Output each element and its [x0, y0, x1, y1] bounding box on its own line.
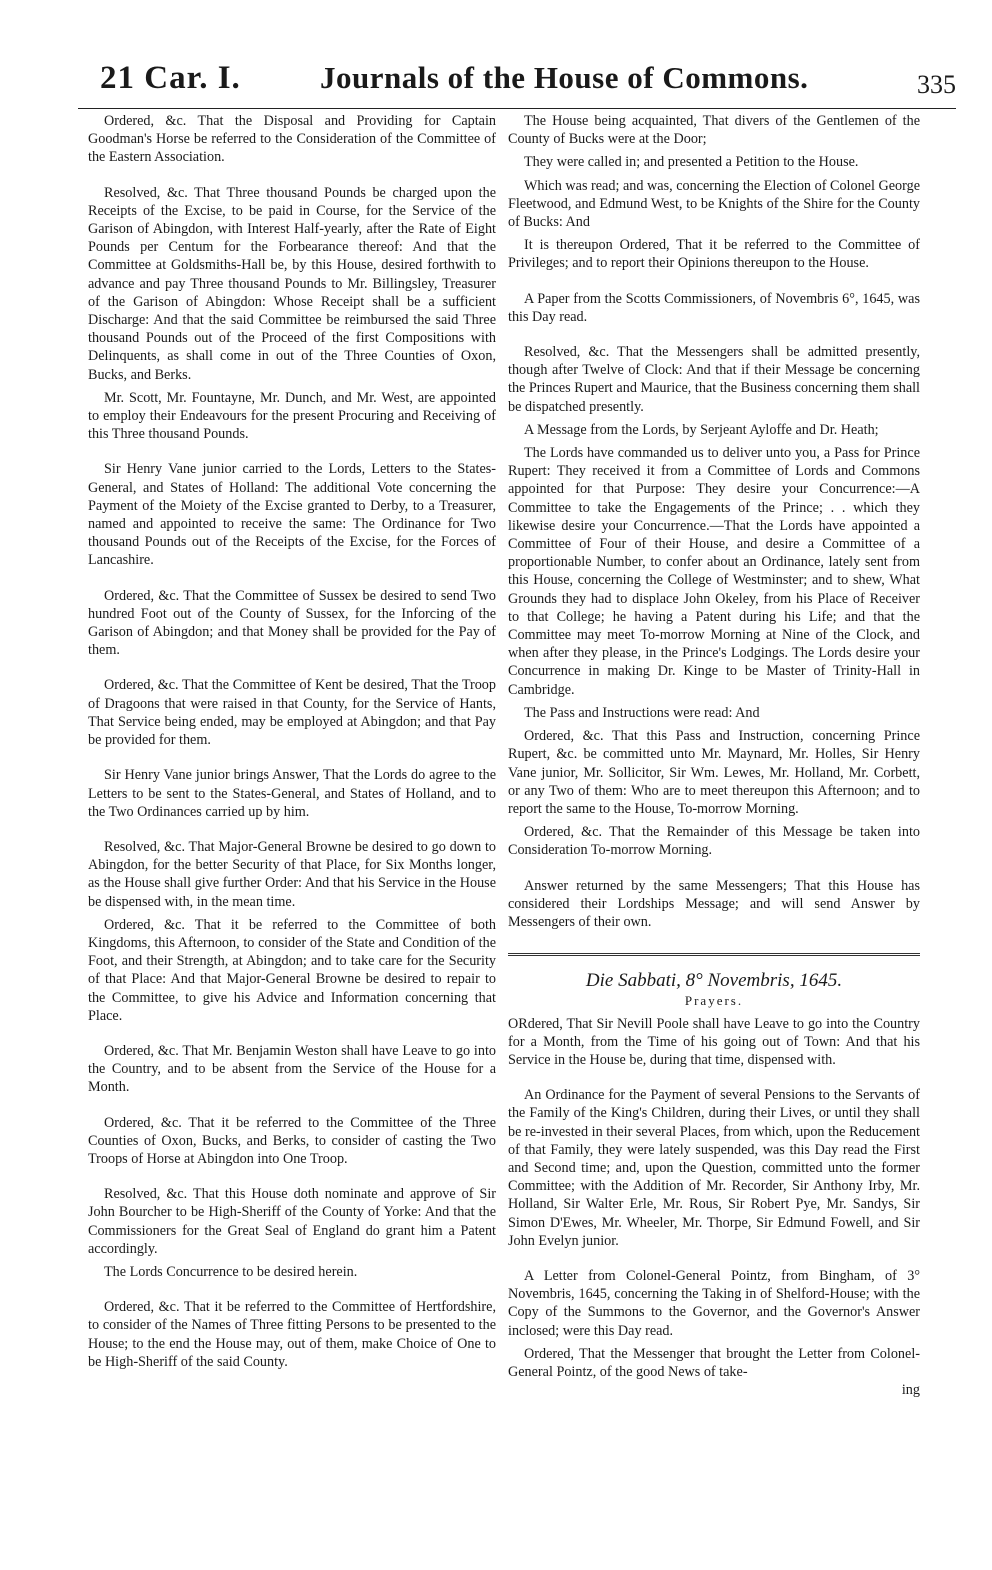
paragraph: Sir Henry Vane junior brings Answer, That the Lords do agree to the Letters to be sent to the States-General, and States of Holland, and to the Two Ordinances carried up by him. — [88, 767, 496, 820]
prayers-heading: Prayers. — [684, 993, 744, 1009]
paragraph: An Ordinance for the Payment of several Pensions to the Servants of the Family of the King's Children, during their Lives, or until they shall be re-invested in their several Places, from which, upon the Reducement of that Family, they were lately suspended, was this Day read the First and Second time; and, upon the Question, committed unto the former Committee; with the Addition of Mr. Recorder, Sir Anthony Irby, Mr. Holland, Sir Walter Erle, Mr. Rous, Sir Robert Pye, Mr. Sandys, Sir Simon D'Ewes, Mr. Wheeler, Mr. Thorpe, Sir Edmund Fowell, and Sir John Evelyn junior. — [508, 1087, 920, 1249]
page-header — [40, 60, 956, 110]
paragraph: Ordered, &c. That it be referred to the Committee of both Kingdoms, this Afternoon, to consider of the State and Condition of the Foot, and their Strength, at Abingdon; and to take care for the Security of that Place: And that Major-General Browne be desired to repair to the Committee, to give his Advice and Information concerning that Place. — [88, 916, 496, 1024]
section-divider — [508, 953, 920, 956]
catchword: ing — [901, 1382, 920, 1399]
journal-title: Journals of the House of Commons. — [320, 60, 809, 95]
paragraph: The Lords Concurrence to be desired herein. — [104, 1263, 358, 1280]
paragraph: Ordered, &c. That it be referred to the Committee of the Three Counties of Oxon, Bucks, and Berks, to consider of casting the Two Troops of Horse at Abingdon into One Troop. — [88, 1114, 496, 1167]
paragraph: Answer returned by the same Messengers; That this House has considered their Lordships Message; and will send Answer by Messengers of their own. — [508, 877, 920, 930]
paragraph: Ordered, &c. That the Committee of Sussex be desired to send Two hundred Foot out of the County of Sussex, for the Inforcing of the Garison of Abingdon; and that Money shall be provided for the Pay of them. — [88, 587, 496, 659]
right-column — [508, 112, 920, 1399]
paragraph: ORdered, That Sir Nevill Poole shall have Leave to go into the Country for a Month, from the Time of his going out of Town: And that his Service in the House be, during that time, dispensed with. — [508, 1015, 920, 1068]
paragraph: Ordered, &c. That this Pass and Instruction, concerning Prince Rupert, &c. be committed unto Mr. Maynard, Mr. Holles, Sir Henry Vane junior, Mr. Sollicitor, Sir Wm. Lewes, Mr. Holland, Mr. Corbett, or any Two of them: Who are to meet thereupon this Afternoon; and to report the same to the House, To-morrow Morning. — [508, 728, 920, 817]
paragraph: Ordered, That the Messenger that brought the Letter from Colonel-General Pointz, of the good News of take- — [508, 1345, 920, 1380]
regnal-year: 21 Car. I. — [100, 60, 241, 96]
paragraph: Resolved, &c. That the Messengers shall be admitted presently, though after Twelve of Clock: And that if their Message be concerning the Princes Rupert and Maurice, that the Business concerning them shall be dispatched presently. — [508, 344, 920, 415]
paragraph: Which was read; and was, concerning the Election of Colonel George Fleetwood, and Edmund West, to be Knights of the Shire for the County of Bucks: And — [508, 177, 920, 231]
paragraph: A Letter from Colonel-General Pointz, from Bingham, of 3° Novembris, 1645, concerning the Taking in of Shelford-House; with the Copy of the Summons to the Governor, and the Governor's Answer inclosed; were this Day read. — [508, 1267, 920, 1339]
paragraph: It is thereupon Ordered, That it be referred to the Committee of Privileges; and to report their Opinions thereupon to the House. — [508, 237, 920, 272]
paragraph: Ordered, &c. That Mr. Benjamin Weston shall have Leave to go into the Country, and to be absent from the Service of the House for a Month. — [88, 1042, 496, 1096]
paragraph: The House being acquainted, That divers of the Gentlemen of the County of Bucks were at the Door; — [508, 113, 920, 148]
paragraph: Sir Henry Vane junior carried to the Lords, Letters to the States-General, and States of Holland: The additional Vote concerning the Payment of the Moiety of the Excise granted to Derby, to a Treasurer, named and appointed to receive the same: The Ordinance for Two thousand Pounds out of the Receipts of the Excise, for the Forces of Lancashire. — [88, 461, 496, 569]
paragraph: A Paper from the Scotts Commissioners, of Novembris 6°, 1645, was this Day read. — [508, 290, 920, 325]
day-heading: Die Sabbati, 8° Novembris, 1645. — [585, 970, 843, 992]
paragraph: Ordered, &c. That it be referred to the Committee of Hertfordshire, to consider of the Names of Three fitting Persons to be presented to the House; to the end the House may, out of them, make Choice of One to be High-Sheriff of the said County. — [88, 1299, 496, 1370]
page-number: 335 — [917, 70, 956, 99]
paragraph: Resolved, &c. That this House doth nominate and approve of Sir John Bourcher to be High-Sheriff of the County of Yorke: And that the Commissioners for the Great Seal of England do grant him a Patent accordingly. — [88, 1186, 496, 1257]
paragraph: Resolved, &c. That Three thousand Pounds be charged upon the Receipts of the Excise, to be paid in Course, for the Service of the Garison of Abingdon, with Interest Half-yearly, after the Rate of Eight Pounds per Centum for the Forbearance thereof: And that the Committee at Goldsmiths-Hall be, by this House, desired forthwith to advance and pay Three thousand Pounds to Mr. Billingsley, Treasurer of the Garison of Abingdon: Whose Receipt shall be a sufficient Discharge: And that the said Committee be reimbursed the said Three thousand Pounds out of the Proceed of the first Compositions with Delinquents, as shall come in out of the Three Counties of Oxon, Bucks, and Berks. — [88, 184, 496, 383]
paragraph: Ordered, &c. That the Disposal and Providing for Captain Goodman's Horse be referred to the Consideration of the Committee of the Eastern Association. — [88, 113, 496, 166]
header-rule — [78, 108, 956, 109]
left-column — [88, 112, 496, 1371]
paragraph: Ordered, &c. That the Committee of Kent be desired, That the Troop of Dragoons that were raised in that County, for the Service of Hants, That Service being ended, may be employed at Abingdon; and that Pay be provided for them. — [88, 677, 496, 749]
paragraph: They were called in; and presented a Petition to the House. — [524, 154, 859, 171]
paragraph: Ordered, &c. That the Remainder of this Message be taken into Consideration To-morrow Morning. — [508, 824, 920, 859]
paragraph: The Lords have commanded us to deliver unto you, a Pass for Prince Rupert: They received it from a Committee of Lords and Commons appointed for that Purpose: They desire your Concurrence:—A Committee to take the Engagements of the Prince; . . which they likewise desire your Concurrence.—That the Lords have appointed a Committee of Four of their House, and desire a Committee of a proportionable Number, to confer about an Ordinance, lately sent from this House, concerning the College of Westminster; and to shew, What Grounds they had to displace John Okeley, from his Place of Receiver to that College; he having a Patent during his Life; and that the Committee may meet To-morrow Morning at Nine of the Clock, and when after they please, in the Prince's Lodgings. The Lords desire your Concurrence in making Dr. Kinge to be Master of Trinity-Hall in Cambridge. — [508, 445, 920, 698]
paragraph: Mr. Scott, Mr. Fountayne, Mr. Dunch, and Mr. West, are appointed to employ their Endeavours for the present Procuring and Receiving of this Three thousand Pounds. — [88, 389, 496, 443]
paragraph: A Message from the Lords, by Serjeant Ayloffe and Dr. Heath; — [524, 421, 879, 438]
paragraph: Resolved, &c. That Major-General Browne be desired to go down to Abingdon, for the better Security of that Place, for Six Months longer, as the House shall give further Order: And that his Service in the House be dispensed with, in the mean time. — [88, 838, 496, 910]
paragraph: The Pass and Instructions were read: And — [524, 704, 760, 721]
